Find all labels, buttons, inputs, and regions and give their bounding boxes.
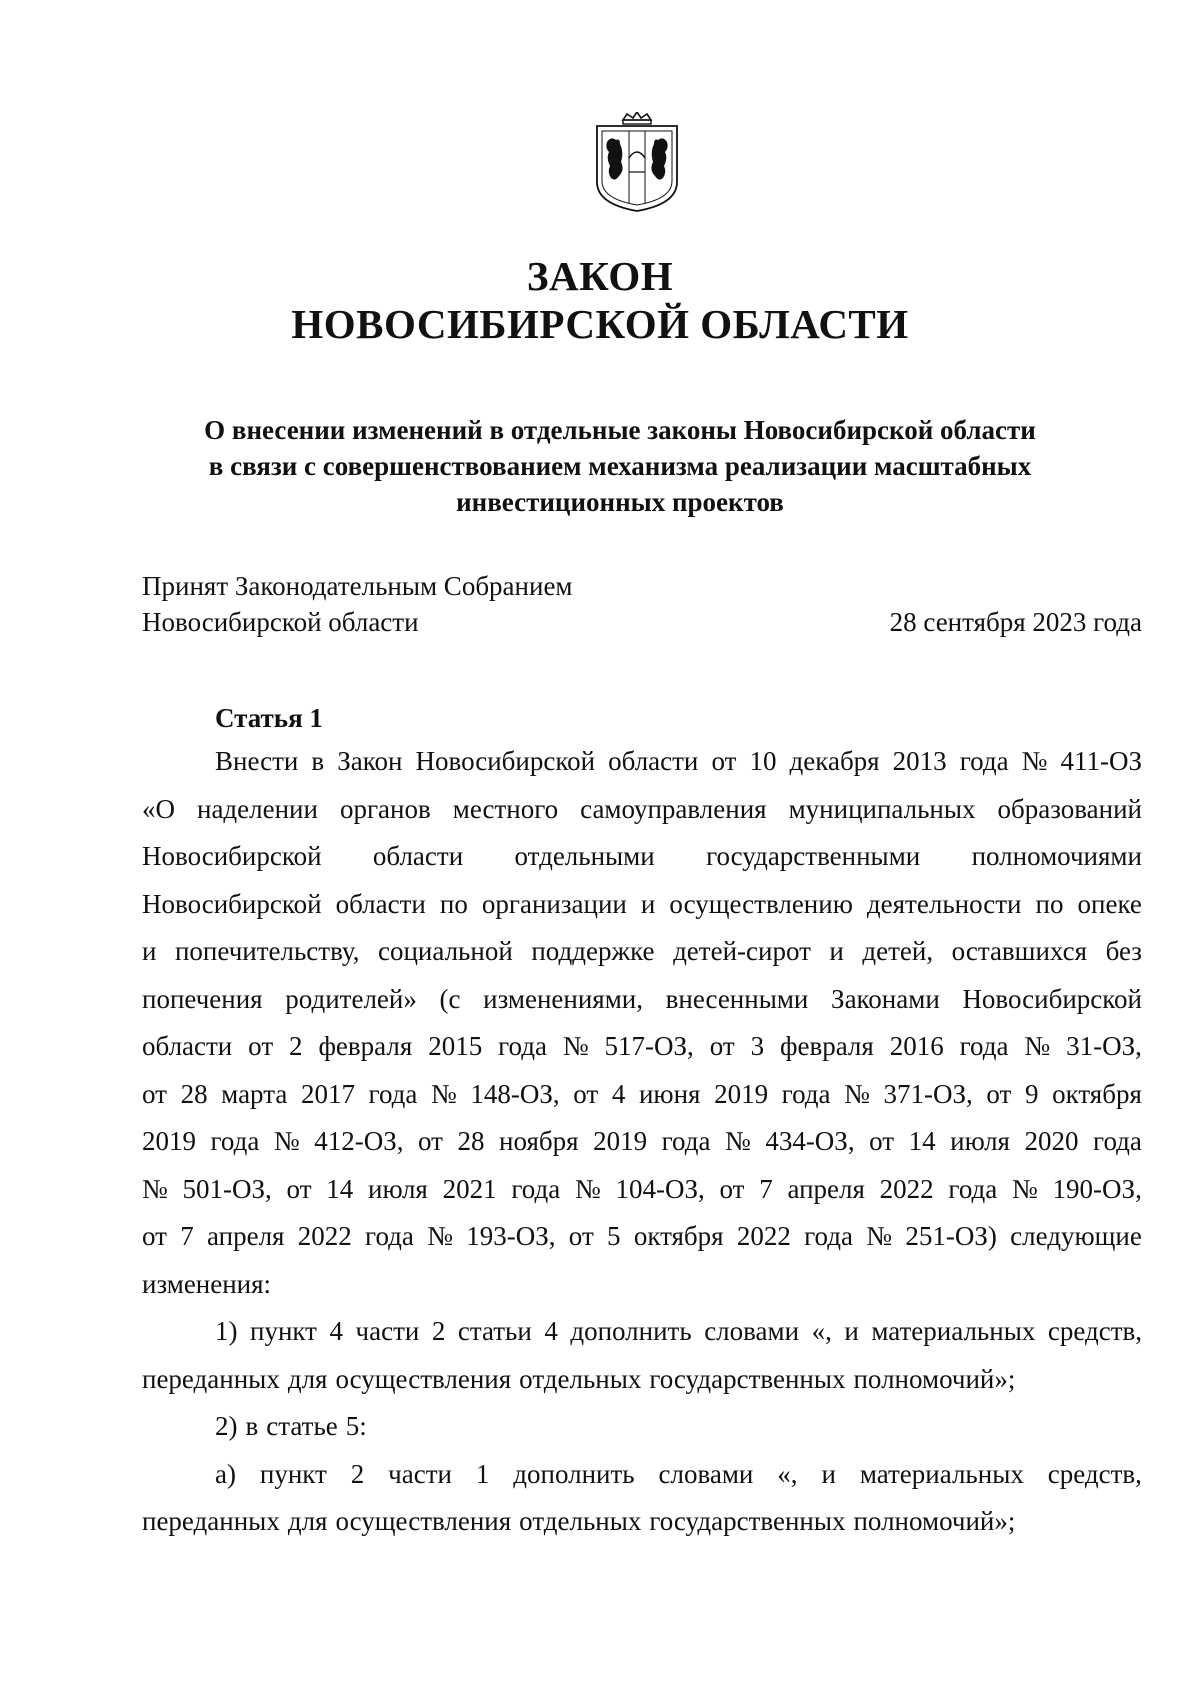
article-text-line: Новосибирской области отдельными государственными полномочиями — [142, 841, 1142, 871]
article-text-line: 2) в статье 5: — [215, 1411, 367, 1441]
article-text-line: Новосибирской области по организации и осуществлению деятельности по опеке — [142, 888, 1142, 919]
article-text-line: № 501-ОЗ, от 14 июля 2021 года № 104-ОЗ, от 7 апреля 2022 года № 190-ОЗ, — [142, 1173, 1142, 1204]
article-text-line: 2019 года № 412-ОЗ, от 28 ноября 2019 года № 434-ОЗ, от 14 июля 2020 года — [142, 1126, 1142, 1156]
law-title-line1: ЗАКОН — [526, 253, 674, 299]
article-text-line: переданных для осуществления отдельных государственных полномочий»; — [142, 1506, 1016, 1536]
law-subtitle — [140, 412, 1100, 520]
article-body — [142, 743, 1142, 1551]
subtitle-line3: инвестиционных проектов — [456, 487, 784, 517]
article-text-line: изменения: — [142, 1268, 272, 1299]
subtitle-line1: О внесении изменений в отдельные законы Новосибирской области — [204, 415, 1036, 445]
law-title-line2: НОВОСИБИРСКОЙ ОБЛАСТИ — [291, 301, 909, 347]
article-text-line: попечения родителей» (с изменениями, внесенными Законами Новосибирской — [142, 983, 1142, 1014]
article-text-line: от 7 апреля 2022 года № 193-ОЗ, от 5 октября 2022 года № 251-ОЗ) следующие — [142, 1221, 1142, 1251]
adoption-line2: Новосибирской области — [142, 607, 419, 637]
article-heading: Статья 1 — [215, 703, 323, 733]
adoption-statement — [142, 568, 573, 640]
article-text-line: и попечительству, социальной поддержке детей-сирот и детей, оставшихся без — [142, 936, 1142, 966]
article-text-line: от 28 марта 2017 года № 148-ОЗ, от 4 июня 2019 года № 371-ОЗ, от 9 октября — [142, 1078, 1142, 1109]
article-text-line: области от 2 февраля 2015 года № 517-ОЗ, от 3 февраля 2016 года № 31-ОЗ, — [142, 1031, 1142, 1061]
subtitle-line2: в связи с совершенствованием механизма реализации масштабных — [208, 451, 1032, 481]
adoption-date: 28 сентября 2023 года — [889, 607, 1142, 637]
adoption-line1: Принят Законодательным Собранием — [142, 571, 573, 601]
article-text-line: «О наделении органов местного самоуправления муниципальных образований — [142, 793, 1142, 824]
article-text-line: а) пункт 2 части 1 дополнить словами «, и материальных средств, — [215, 1458, 1142, 1489]
coat-of-arms-emblem — [593, 112, 681, 212]
article-text-line: переданных для осуществления отдельных государственных полномочий»; — [142, 1363, 1016, 1394]
article-text-line: Внести в Закон Новосибирской области от 10 декабря 2013 года № 411-ОЗ — [215, 746, 1142, 776]
article-text-line: 1) пункт 4 части 2 статьи 4 дополнить словами «, и материальных средств, — [215, 1316, 1142, 1346]
